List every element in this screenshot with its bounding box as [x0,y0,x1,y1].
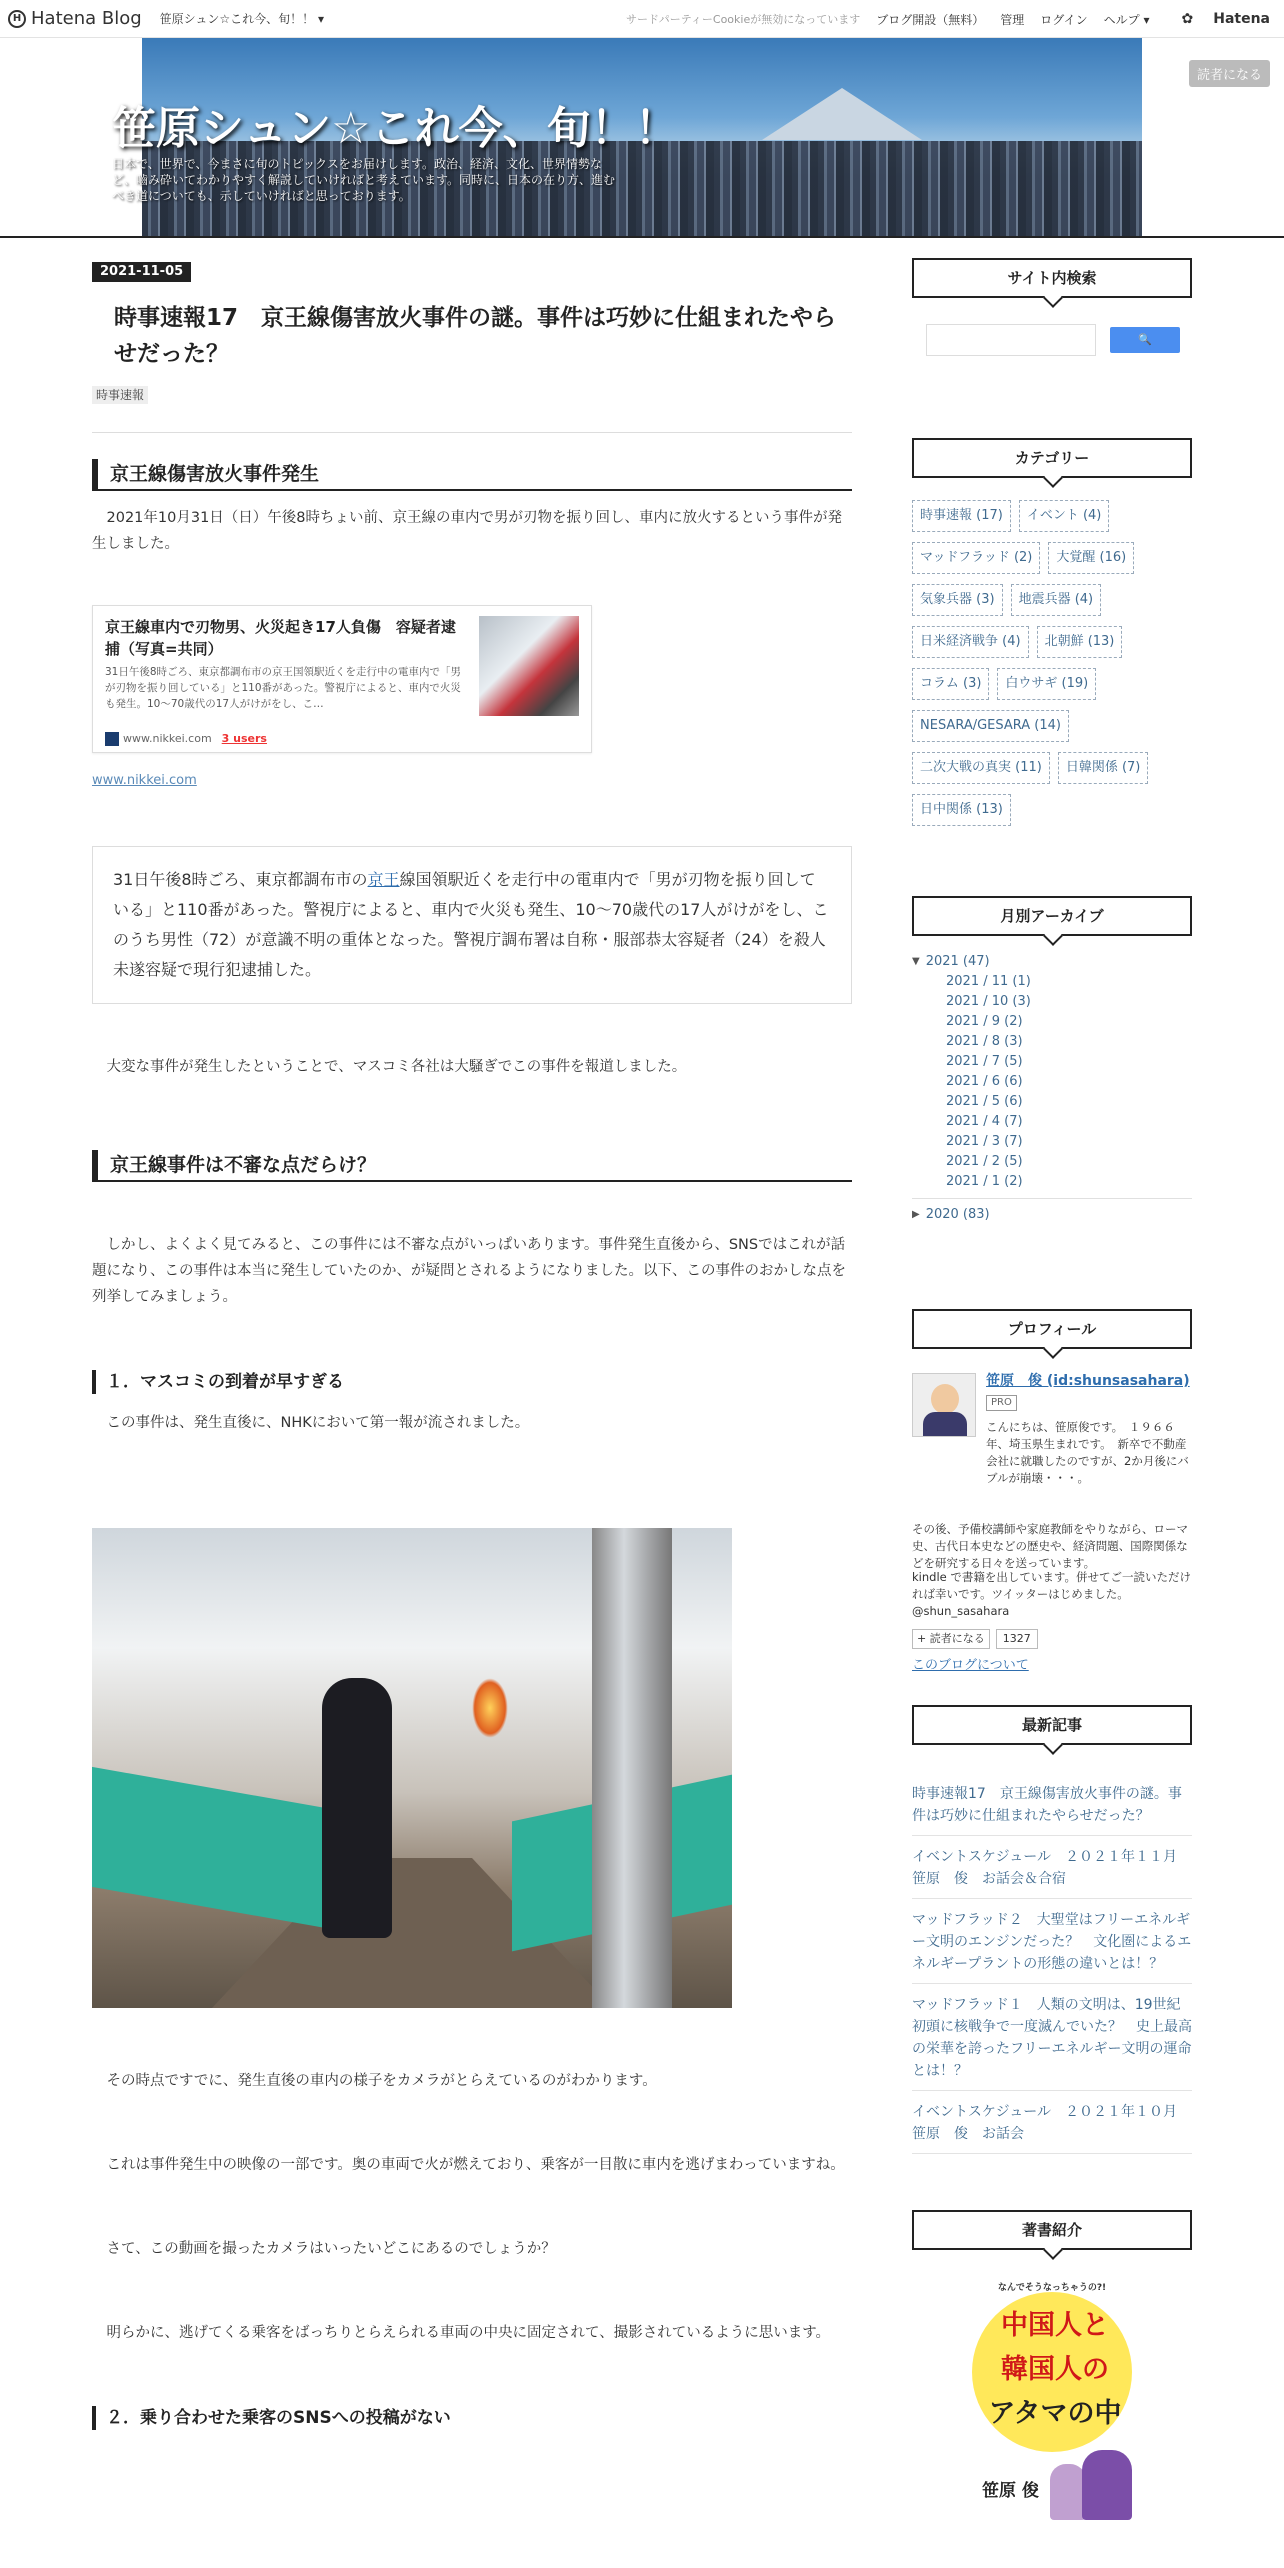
article-category-tag[interactable]: 時事速報 [92,386,148,404]
archive-year-label[interactable]: 2021 (47) [925,954,990,969]
category-link[interactable]: コラム (3) [912,668,989,700]
paragraph: この事件は、発生直後に、NHKにおいて第一報が流されました。 [106,1415,530,1431]
search-button[interactable] [1110,327,1180,353]
hatena-flower-icon: ✿ [1181,11,1194,27]
profile-bio: こんにちは、笹原俊です。 １９６６年、埼玉県生まれです。 新卒で不動産会社に就職したのですが、2か月後にバブルが崩壊・・・。 [986,1420,1189,1485]
keyword-link-keio[interactable]: 京王 [367,870,400,889]
paragraph: これは事件発生中の映像の一部です。奥の車両で火が燃えており、乗客が一目散に車内を逃げまわっていますね。 [106,2157,845,2173]
archive-month-link[interactable]: 2021 / 11 (1) [946,974,1031,989]
recent-entry-link[interactable]: 時事速報17 京王線傷害放火事件の謎。事件は巧妙に仕組まれたやらせだった？ [912,1773,1192,1836]
hatena-label: Hatena [1213,11,1270,27]
login-link[interactable]: ログイン [1040,12,1088,27]
category-link[interactable]: 大覚醒 (16) [1048,542,1134,574]
recent-entry-link[interactable]: イベントスケジュール ２０２１年１１月 笹原 俊 お話会＆合宿 [912,1836,1192,1899]
section-heading-incident: 京王線傷害放火事件発生 [92,459,852,491]
archive-year-2020[interactable] [912,1205,1192,1225]
cookie-notice: サードパーティーCookieが無効になっています [625,13,861,26]
open-blog-link[interactable]: ブログ開設（無料） [876,12,985,27]
recent-module-title: 最新記事 [912,1705,1192,1745]
category-link[interactable]: 北朝鮮 (13) [1037,626,1123,658]
profile-subscribe [912,1629,1038,1649]
subscriber-count: 1327 [996,1629,1038,1649]
books-module-title: 著書紹介 [912,2210,1192,2250]
archive-month-link[interactable]: 2021 / 1 (2) [946,1174,1023,1189]
category-link[interactable]: 白ウサギ (19) [997,668,1096,700]
archive-list [912,952,1192,1225]
search-module-title: サイト内検索 [912,258,1192,298]
category-link[interactable]: 時事速報 (17) [912,500,1011,532]
book-subtitle: なんでそうなっちゃうの?! [997,2283,1107,2293]
archive-month-link[interactable]: 2021 / 6 (6) [946,1074,1023,1089]
category-link[interactable]: 日韓関係 (7) [1058,752,1149,784]
link-card-title: 京王線車内で刃物男、火災起き17人負傷 容疑者逮捕（写真=共同） [105,618,456,658]
help-menu[interactable]: ヘルプ ▾ [1103,12,1150,27]
category-link[interactable]: イベント (4) [1019,500,1110,532]
paragraph: さて、この動画を撮ったカメラはいったいどこにあるのでしょうか？ [106,2241,556,2257]
link-card-description: 31日午後8時ごろ、東京都調布市の京王国領駅近くを走行中の電車内で「男が刃物を振り回している」と110番があった。警視庁によると、車内で火災も発生。10～70歳代の17人がけがをし、こ… [105,666,462,710]
category-link[interactable]: NESARA/GESARA (14) [912,710,1069,742]
bookmark-users-link[interactable]: 3 users [221,732,267,745]
book-figure-shape [1050,2464,1086,2520]
divider [92,432,852,433]
avatar[interactable] [912,1373,976,1437]
hatena-link[interactable] [1166,11,1271,27]
avatar-suit-shape [923,1412,967,1437]
recent-entry-link[interactable]: イベントスケジュール ２０２１年１０月 笹原 俊 お話会 [912,2091,1192,2154]
profile-module-title: プロフィール [912,1309,1192,1349]
archive-month-link[interactable]: 2021 / 10 (3) [946,994,1031,1009]
profile-bio: その後、予備校講師や家庭教師をやりながら、ローマ史、古代日本史などの歴史や、経済問題、国際関係などを研究する日々を送っています。 [912,1522,1188,1570]
running-person-shape [322,1678,392,1938]
paragraph: 2021年10月31日（日）午後8時ちょい前、京王線の車内で男が刃物を振り回し、車内に放火するという事件が発生しました。 [92,510,843,552]
book-figure-shape [1082,2450,1132,2520]
book-title [980,2304,1130,2436]
train-seat-left-shape [92,1767,332,1929]
about-blog-link[interactable]: このブログについて [912,1658,1029,1673]
brand-label: Hatena Blog [31,8,142,29]
article-date[interactable]: 2021-11-05 [92,262,191,282]
blockquote [92,846,852,1004]
blog-title[interactable]: 笹原シュン☆これ今、旬！！ [112,103,679,154]
chevron-down-icon[interactable]: ▼ [912,956,920,967]
paragraph: その時点ですでに、発生直後の車内の様子をカメラがとらえているのがわかります。 [106,2073,657,2089]
recent-entry-link[interactable]: マッドフラッド１ 人類の文明は、19世紀初頭に核戦争で一度滅んでいた？ 史上最高の栄華を誇ったフリーエネルギー文明の運命とは！？ [912,1984,1192,2091]
site-search [926,324,1192,356]
recent-entries [912,1773,1192,2154]
global-header [0,0,1284,38]
link-card-source [105,726,267,752]
book-title-line: アタマの中 [988,2398,1122,2429]
quote-text: 31日午後8時ごろ、東京都調布市の [113,870,368,889]
blog-name-menu[interactable]: 笹原シュン☆これ今、旬！！ ▾ [159,12,325,26]
category-link[interactable]: 二次大戦の真実 (11) [912,752,1050,784]
book-author: 笹原 俊 [982,2481,1039,2501]
avatar-face-shape [931,1384,959,1414]
category-link[interactable]: 日中関係 (13) [912,794,1011,826]
paragraph: 明らかに、逃げてくる乗客をばっちりとらえられる車両の中央に固定されて、撮影されているように思います。 [106,2325,831,2341]
book-title-line: 中国人と [1001,2310,1109,2341]
source-link[interactable]: www.nikkei.com [92,773,197,788]
mount-fuji-shape [762,88,922,140]
profile-bio: kindle で書籍を出しています。併せてご一読いただければ幸いです。ツイッターはじめました。@shun_sasahara [912,1570,1191,1618]
archive-month-link[interactable]: 2021 / 9 (2) [946,1014,1023,1029]
archive-month-link[interactable]: 2021 / 3 (7) [946,1134,1023,1149]
pro-badge: PRO [986,1395,1017,1411]
link-card-site: www.nikkei.com [123,732,212,745]
paragraph: しかし、よくよく見てみると、この事件には不審な点がいっぱいあります。事件発生直後から、SNSではこれが話題になり、この事件は本当に発生していたのか、が疑問とされるようになりました。以下、この事件のおかしな点を列挙してみましょう。 [92,1237,846,1305]
blog-header [0,38,1284,238]
train-incident-photo[interactable] [92,1528,732,2008]
section-heading-suspicious: 京王線事件は不審な点だらけ？ [92,1150,852,1182]
admin-link[interactable]: 管理 [1000,12,1025,27]
archive-module-title: 月別アーカイブ [912,896,1192,936]
subscribe-button[interactable]: 読者になる [1189,60,1270,87]
category-link[interactable]: 気象兵器 (3) [912,584,1003,616]
divider [912,1198,1192,1199]
profile-name-link[interactable]: 笹原 俊 (id:shunsasahara) [986,1373,1190,1389]
archive-month-link[interactable]: 2021 / 8 (3) [946,1034,1023,1049]
sidebar [912,258,1192,2520]
subheading-media-arrival: １．マスコミの到着が早すぎる [92,1370,852,1394]
category-link[interactable]: マッドフラッド (2) [912,542,1040,574]
recent-entry-link[interactable]: マッドフラッド２ 大聖堂はフリーエネルギー文明のエンジンだった？ 文化圏によるエネルギープラントの形態の違いとは！？ [912,1899,1192,1984]
hatena-logo-icon: H [8,10,26,28]
profile-subscribe-button[interactable]: + 読者になる [912,1629,990,1649]
archive-month-link[interactable]: 2021 / 7 (5) [946,1054,1023,1069]
archive-month-link[interactable]: 2021 / 5 (6) [946,1094,1023,1109]
train-door-shape [592,1528,672,2008]
category-list [912,500,1192,836]
book-title-line: 韓国人の [1001,2354,1109,2385]
book-cover[interactable] [912,2280,1192,2520]
blog-description: 日本で、世界で、今まさに旬のトピックスをお届けします。政治、経済、文化、世界情勢など、嚙み砕いてわかりやすく解説していければと考えています。同時に、日本の在り方、進むべき道についても、示していければと思っております。 [112,157,616,203]
search-input[interactable] [926,324,1096,356]
article-title[interactable]: 時事速報17 京王線傷害放火事件の謎。事件は巧妙に仕組まれたやらせだった？ [114,305,837,367]
category-link[interactable]: 日米経済戦争 (4) [912,626,1029,658]
archive-month-link[interactable]: 2021 / 4 (7) [946,1114,1023,1129]
category-module-title: カテゴリー [912,438,1192,478]
archive-year-2021[interactable] [912,952,1192,972]
quote-text-rest: 線国領駅近くを走行中の電車内で「男が刃物を振り回している」と110番があった。警視庁によると、車内で火災も発生、10～70歳代の17人がけがをし、このうち男性（72）が意識不明の重体となった。警視庁調布署は自称・服部恭太容疑者（24）を殺人未遂容疑で現行犯逮捕した。 [113,870,829,979]
hatena-blog-logo[interactable] [8,8,142,29]
profile [912,1373,1192,1673]
chevron-right-icon[interactable]: ▶ [912,1209,920,1220]
archive-month-link[interactable]: 2021 / 2 (5) [946,1154,1023,1169]
archive-year-label[interactable]: 2020 (83) [925,1207,990,1222]
category-link[interactable]: 地震兵器 (4) [1011,584,1102,616]
article [92,258,852,2430]
subheading-no-sns-posts: ２．乗り合わせた乗客のSNSへの投稿がない [92,2406,852,2430]
nikkei-favicon-icon [105,732,119,746]
link-card-thumbnail [479,616,579,716]
link-card-nikkei[interactable] [92,605,592,753]
fire-shape [472,1678,508,1738]
search-icon: 🔍 [1138,333,1152,346]
book-cover-art [962,2280,1142,2520]
paragraph: 大変な事件が発生したということで、マスコミ各社は大騒ぎでこの事件を報道しました。 [106,1059,687,1075]
global-links [610,0,1284,38]
